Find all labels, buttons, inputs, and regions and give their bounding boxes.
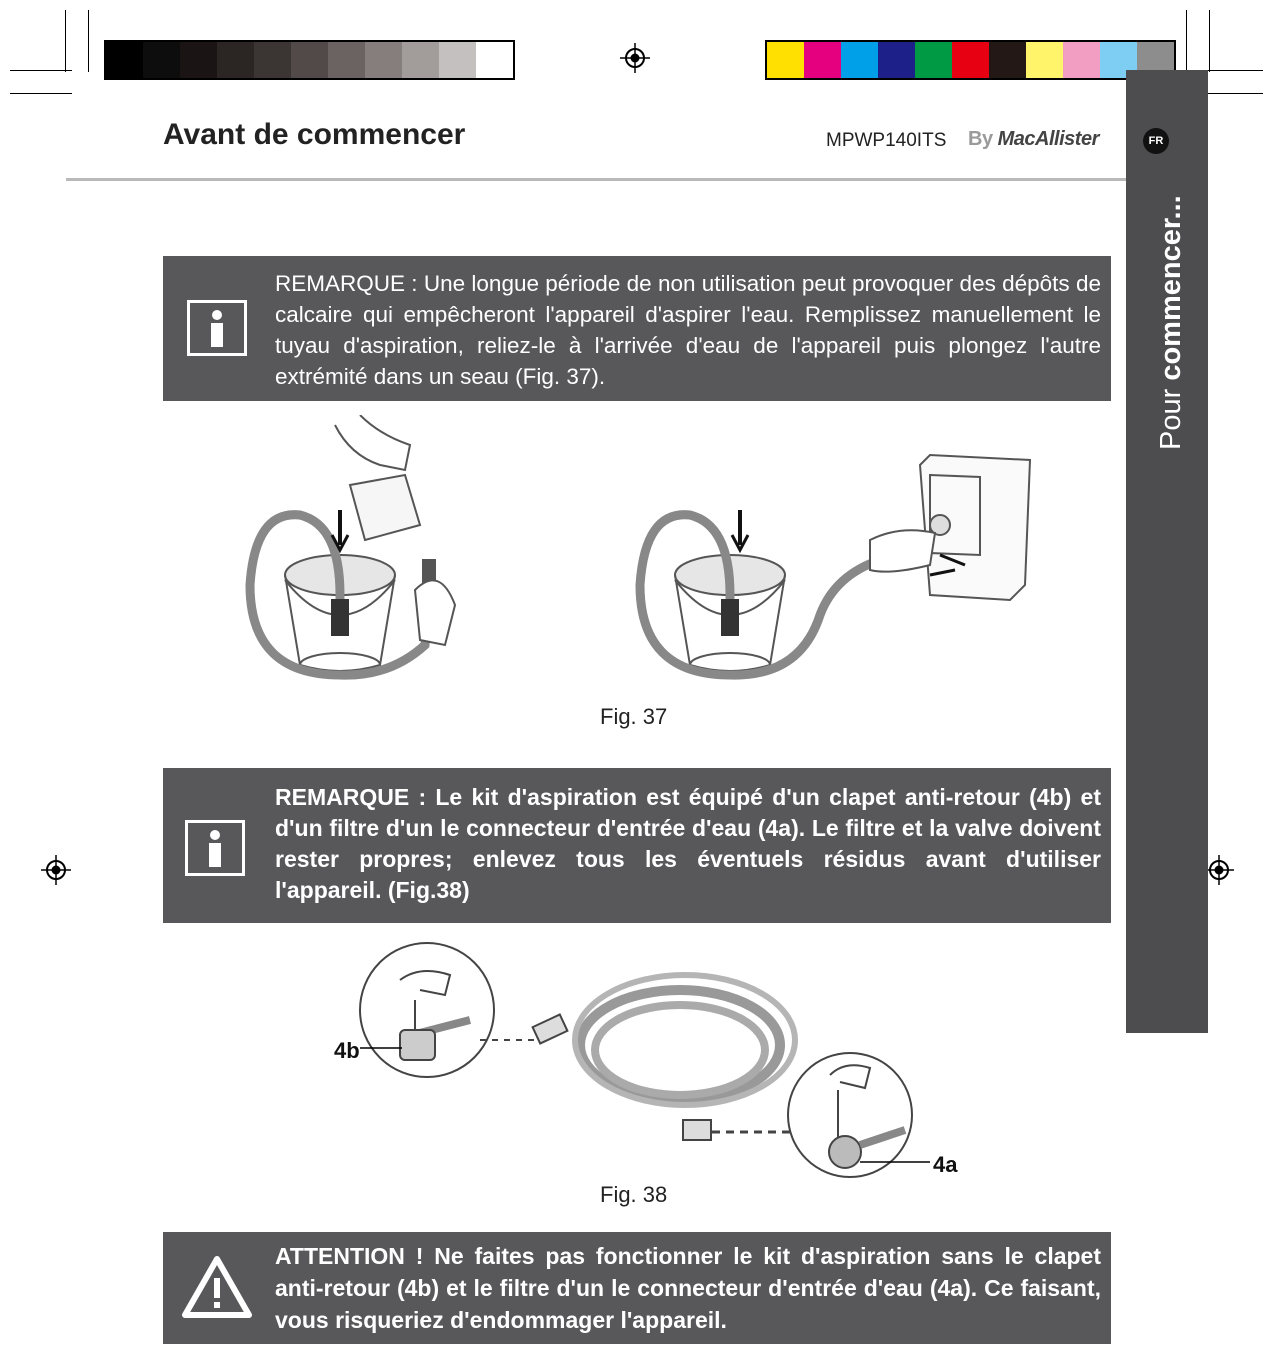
- color-swatch: [291, 42, 328, 78]
- side-tab-label: Pour commencer...: [1155, 195, 1187, 450]
- color-swatch: [180, 42, 217, 78]
- note-box: [163, 768, 1111, 923]
- figure-37-illustration: [240, 415, 1040, 700]
- callout-4a: 4a: [933, 1152, 958, 1177]
- color-swatch: [254, 42, 291, 78]
- color-swatch: [1026, 42, 1063, 78]
- process-color-bar: [765, 40, 1176, 80]
- warning-box: [163, 1232, 1111, 1344]
- model-number: MPWP140ITS: [826, 130, 947, 151]
- note-box: [163, 256, 1111, 401]
- color-swatch: [989, 42, 1026, 78]
- color-swatch: [915, 42, 952, 78]
- color-swatch: [328, 42, 365, 78]
- info-icon: [187, 300, 247, 356]
- color-swatch: [402, 42, 439, 78]
- figure-38-illustration: [340, 940, 980, 1180]
- registration-mark-icon: [41, 855, 71, 885]
- warning-text: ATTENTION ! Ne faites pas fonctionner le kit d'aspiration sans le clapet anti-retour (4b) et le filtre d'un le connecteur d'entrée d'eau (4a). Ce faisant, vous risqueriez d'endommager l'appareil.: [275, 1243, 1101, 1333]
- color-swatch: [439, 42, 476, 78]
- page-title: Avant de commencer: [163, 118, 466, 151]
- color-swatch: [476, 42, 513, 78]
- color-swatch: [841, 42, 878, 78]
- figure-38-caption: Fig. 38: [600, 1182, 668, 1207]
- figure-37-caption: Fig. 37: [600, 704, 668, 729]
- brand-logo: By MacAllister: [968, 128, 1099, 150]
- language-badge: FR: [1143, 128, 1169, 154]
- note-text: REMARQUE : Le kit d'aspiration est équipé d'un clapet anti-retour (4b) et d'un filtre d'un le connecteur d'entrée d'eau (4a). Le filtre et la valve doivent rester propres; enlevez tous les éventuels résidus avant d'utiliser l'appareil. (Fig.38): [275, 784, 1101, 903]
- gray-color-bar: [104, 40, 515, 80]
- color-swatch: [1063, 42, 1100, 78]
- note-text: REMARQUE : Une longue période de non utilisation peut provoquer des dépôts de calcaire qui empêcheront l'appareil d'aspirer l'eau. Remplissez manuellement le tuyau d'aspiration, reliez-le à l'arrivée d'eau de l'appareil puis plongez l'autre extrémité dans un seau (Fig. 37).: [275, 271, 1101, 389]
- callout-4b: 4b: [334, 1038, 360, 1063]
- color-swatch: [767, 42, 804, 78]
- info-icon: [185, 820, 245, 876]
- color-swatch: [365, 42, 402, 78]
- warning-icon: [181, 1254, 253, 1320]
- color-swatch: [804, 42, 841, 78]
- color-swatch: [143, 42, 180, 78]
- color-swatch: [106, 42, 143, 78]
- header-divider: [66, 178, 1126, 181]
- color-swatch: [217, 42, 254, 78]
- registration-mark-icon: [1204, 855, 1234, 885]
- registration-mark-icon: [620, 43, 650, 73]
- color-swatch: [952, 42, 989, 78]
- color-swatch: [878, 42, 915, 78]
